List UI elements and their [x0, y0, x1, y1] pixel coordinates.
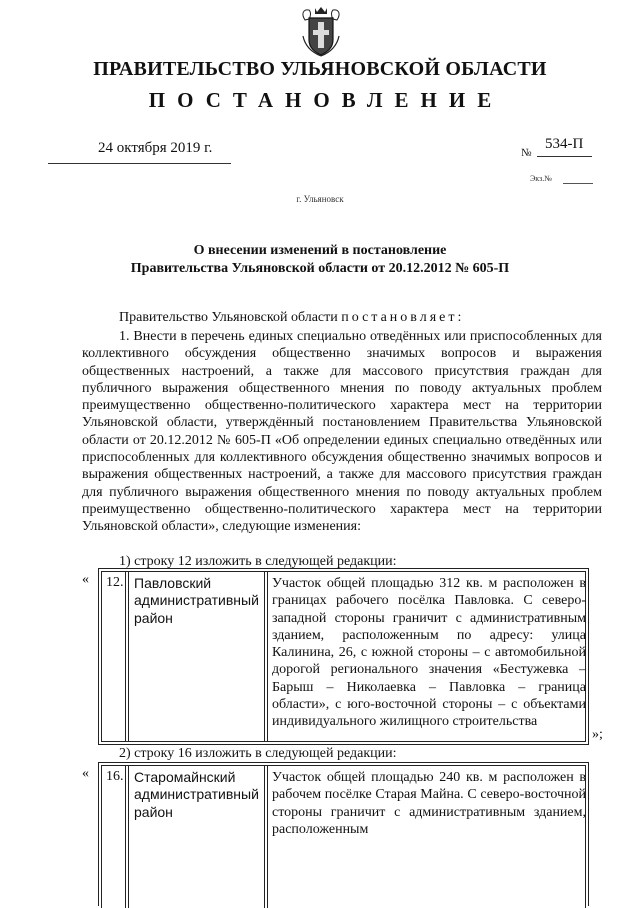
intro-text: Правительство Ульяновской области	[119, 310, 342, 325]
subitem-1: 1) строку 12 изложить в следующей редакции:	[119, 554, 397, 569]
date-underline	[48, 163, 231, 164]
title-line-1: О внесении изменений в постановление	[193, 243, 447, 258]
document-number: 534-П	[545, 136, 584, 152]
row-description: Участок общей площадью 240 кв. м расположен в рабочем посёлке Старая Майна. С северо-восточной стороны граничит с административным зданием, расположенным	[272, 770, 586, 837]
title-line-2: Правительства Ульяновской области от 20.12.2012 № 605-П	[130, 261, 510, 276]
table-row-16	[98, 762, 589, 906]
row-number: 12.	[106, 575, 124, 590]
close-quote: »;	[592, 727, 603, 742]
row-district: Павловский административный район	[134, 575, 259, 626]
document-type: ПОСТАНОВЛЕНИЕ	[148, 88, 504, 112]
document-title	[0, 242, 640, 278]
table-row-12	[98, 568, 589, 745]
copy-number-line	[563, 183, 593, 184]
open-quote: «	[82, 766, 89, 781]
intro-decree-word: постановляет:	[341, 310, 465, 325]
government-name: ПРАВИТЕЛЬСТВО УЛЬЯНОВСКОЙ ОБЛАСТИ	[93, 58, 547, 80]
row-number: 16.	[106, 769, 124, 784]
document-date: 24 октября 2019 г.	[98, 140, 213, 156]
row-district: Старомайнский административный район	[134, 769, 259, 820]
copy-number-label: Экз.№	[530, 174, 552, 183]
city: г. Ульяновск	[296, 194, 344, 204]
item-1-paragraph: 1. Внести в перечень единых специально отведённых или приспособленных для коллективного обсуждения общественно значимых вопросов и выражения общественных настроений, а также для массового присутствия граждан для публичного выражения общественного мнения по поводу актуальных проблем преимущественно общественно-политического характера мест на территории Ульяновской области, утверждённый постановлением Правительства Ульяновской области от 20.12.2012 № 605-П «Об определении единых специально отведённых или приспособленных для коллективного обсуждения общественно значимых вопросов и выражения общественных настроений, а также для массового присутствия граждан для публичного выражения общественного мнения по поводу актуальных проблем преимущественно общественно-политического характера мест на территории Ульяновской области», следующие изменения:	[82, 329, 602, 535]
row-description: Участок общей площадью 312 кв. м расположен в границах рабочего посёлка Павловка. С северо-западной стороны граничит с административным зданием, расположенным по адресу: улица Калинина, 26, с южной стороны – с автомобильной дорогой регионального значения «Бестужевка – Барыш – Николаевка – Павловка – граница области», с юго-восточной стороны – с объектами индивидуального жилищного строительства	[272, 576, 586, 730]
number-underline	[537, 156, 592, 157]
intro-paragraph	[119, 310, 464, 326]
number-label: №	[521, 147, 532, 159]
subitem-2: 2) строку 16 изложить в следующей редакции:	[119, 746, 397, 761]
coat-of-arms-icon	[299, 6, 343, 58]
open-quote: «	[82, 572, 89, 587]
